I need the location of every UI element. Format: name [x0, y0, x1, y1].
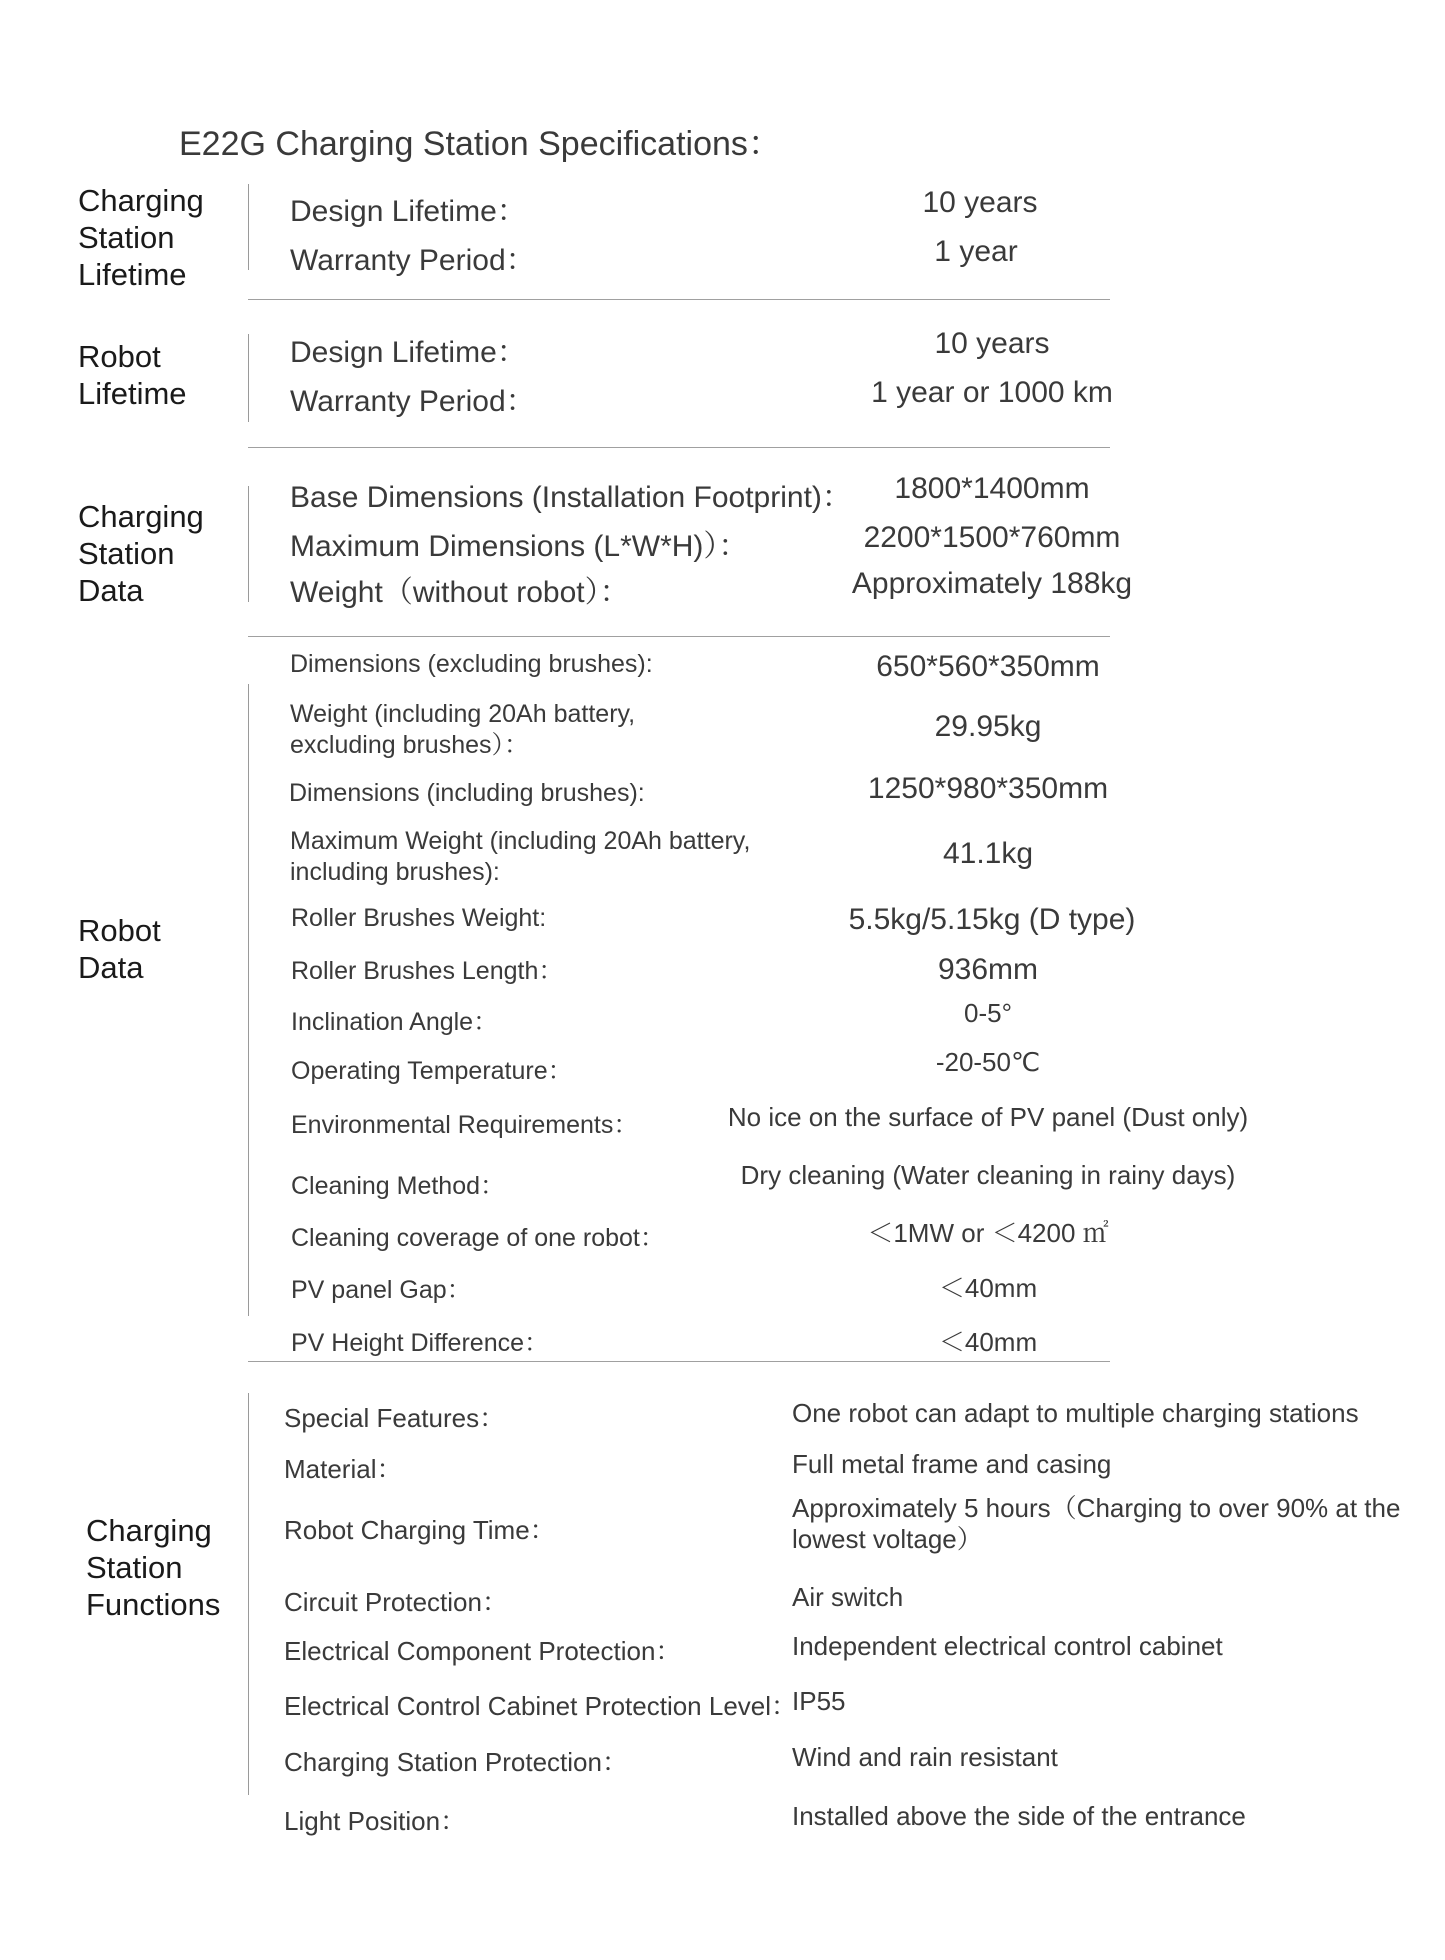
spec-key: Warranty Period：	[290, 385, 536, 418]
spec-value: 1250*980*350mm	[867, 772, 1109, 805]
page-title: E22G Charging Station Specifications：	[179, 125, 782, 163]
spec-value: 650*560*350mm	[876, 650, 1100, 683]
spec-key: Maximum Weight (including 20Ah battery, including brushes):	[290, 827, 751, 886]
section-divider-vertical	[248, 1393, 249, 1795]
spec-key: Design Lifetime：	[290, 195, 527, 228]
spec-key: Operating Temperature：	[291, 1057, 573, 1085]
spec-key: Light Position：	[284, 1806, 467, 1836]
section-label-text: Charging Station Lifetime	[78, 183, 204, 292]
spec-value: 0-5°	[964, 998, 1012, 1028]
spec-value: Approximately 188kg	[851, 567, 1133, 600]
spec-value: Air switch	[792, 1582, 904, 1612]
spec-value: ＜1MW or ＜4200 ㎡	[867, 1218, 1109, 1248]
spec-key: Weight (including 20Ah battery, excluding brushes）：	[290, 700, 636, 759]
section-divider-vertical	[248, 184, 249, 270]
section-label-text: Charging Station Data	[78, 499, 204, 608]
spec-value: 5.5kg/5.15kg (D type)	[848, 903, 1136, 936]
section-label-station-functions	[86, 1512, 220, 1623]
spec-value: 10 years	[922, 186, 1038, 219]
spec-key: Roller Brushes Length：	[291, 957, 564, 985]
section-divider-horizontal	[248, 1361, 1110, 1362]
section-label-station-data	[78, 498, 204, 609]
section-divider-vertical	[248, 684, 249, 1316]
spec-key: Weight（without robot）：	[290, 576, 630, 609]
spec-value: 1 year or 1000 km	[871, 376, 1113, 409]
section-label-text: Charging Station Functions	[86, 1513, 221, 1622]
spec-value: 10 years	[934, 327, 1050, 360]
spec-key: Design Lifetime：	[290, 336, 527, 369]
spec-value: 1800*1400mm	[894, 472, 1090, 505]
spec-value: IP55	[792, 1686, 846, 1716]
spec-key: Electrical Control Cabinet Protection Level：	[284, 1691, 798, 1721]
spec-value: 936mm	[937, 953, 1039, 986]
section-divider-horizontal	[248, 636, 1110, 637]
spec-key: Cleaning coverage of one robot：	[291, 1224, 665, 1252]
section-divider-vertical	[248, 334, 249, 422]
spec-key: Dimensions (including brushes):	[289, 779, 645, 807]
section-label-text: Robot Lifetime	[78, 339, 187, 411]
section-label-station-lifetime	[78, 182, 204, 293]
spec-key: PV Height Difference：	[291, 1329, 549, 1357]
spec-key: Maximum Dimensions (L*W*H)）：	[290, 530, 749, 563]
spec-value: One robot can adapt to multiple charging stations	[792, 1398, 1359, 1428]
spec-key: Warranty Period：	[290, 244, 536, 277]
spec-key: Circuit Protection：	[284, 1587, 508, 1617]
spec-key: Base Dimensions (Installation Footprint)：	[290, 481, 852, 514]
section-divider-horizontal	[248, 299, 1110, 300]
spec-value: Independent electrical control cabinet	[792, 1631, 1223, 1661]
spec-key: Dimensions (excluding brushes):	[290, 650, 653, 678]
section-label-robot-data	[78, 912, 161, 986]
spec-value: Wind and rain resistant	[792, 1742, 1058, 1772]
spec-value: No ice on the surface of PV panel (Dust only)	[727, 1102, 1249, 1132]
spec-key: Special Features：	[284, 1403, 506, 1433]
spec-value: 41.1kg	[942, 837, 1034, 870]
spec-key: Environmental Requirements：	[291, 1111, 639, 1139]
spec-key: Electrical Component Protection：	[284, 1636, 682, 1666]
spec-key: Inclination Angle：	[291, 1008, 499, 1036]
spec-value: 1 year	[934, 235, 1018, 268]
spec-key: PV panel Gap：	[291, 1276, 472, 1304]
spec-value: Approximately 5 hours（Charging to over 90% at the lowest voltage）	[792, 1493, 1401, 1554]
spec-value: 2200*1500*760mm	[863, 521, 1121, 554]
section-label-text: Robot Data	[78, 913, 161, 985]
spec-key: Charging Station Protection：	[284, 1747, 628, 1777]
section-label-robot-lifetime	[78, 338, 187, 412]
spec-key: Material：	[284, 1454, 403, 1484]
spec-value: ＜40mm	[938, 1327, 1038, 1357]
spec-value: Full metal frame and casing	[792, 1449, 1112, 1479]
section-divider-vertical	[248, 486, 249, 602]
spec-value: Dry cleaning (Water cleaning in rainy days)	[740, 1160, 1236, 1190]
spec-value: -20-50℃	[935, 1047, 1041, 1077]
section-divider-horizontal	[248, 447, 1110, 448]
spec-key: Cleaning Method：	[291, 1172, 506, 1200]
spec-key: Robot Charging Time：	[284, 1515, 556, 1545]
spec-value: 29.95kg	[934, 710, 1042, 743]
spec-value: ＜40mm	[938, 1273, 1038, 1303]
spec-value: Installed above the side of the entrance	[792, 1801, 1246, 1831]
spec-key: Roller Brushes Weight:	[291, 904, 547, 932]
